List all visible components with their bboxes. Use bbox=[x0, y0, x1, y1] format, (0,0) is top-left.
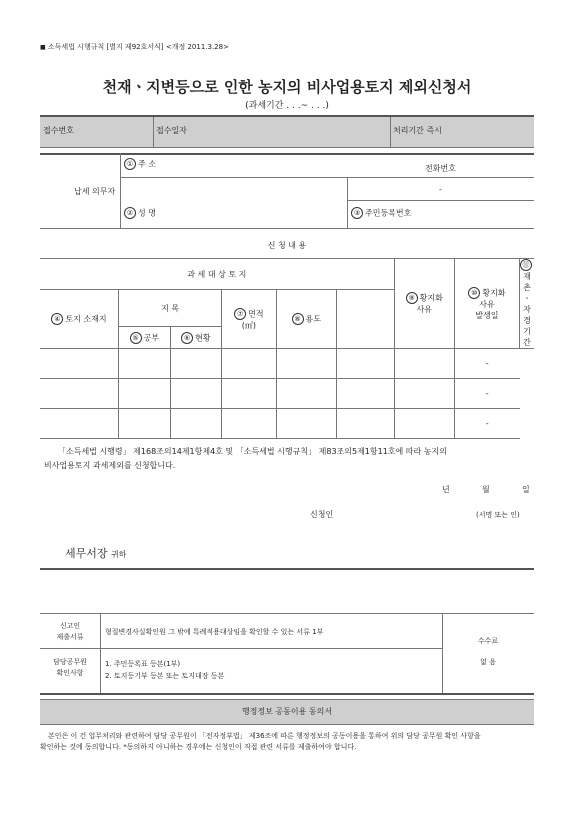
signature-label: (서명 또는 인) bbox=[476, 511, 520, 519]
table-row: - bbox=[40, 349, 534, 379]
phone-label: 전화번호 bbox=[425, 164, 456, 173]
public-record-header: ⑤ 공부 bbox=[119, 327, 171, 349]
table-row: - bbox=[40, 409, 534, 439]
receipt-date-label: 접수일자 bbox=[156, 126, 187, 135]
land-category-header: 지 목 bbox=[119, 290, 222, 327]
official-check-label: 담당공무원 확인사항 bbox=[53, 658, 87, 677]
taxpayer-section-label: 납세 의무자 bbox=[74, 187, 116, 196]
land-table bbox=[40, 258, 534, 439]
recipient: 세무서장 귀하 bbox=[65, 547, 127, 560]
land-location-header: ④ 토지 소재지 bbox=[40, 290, 119, 349]
official-document-1: 1. 주민등록표 등본(1부) bbox=[105, 660, 181, 668]
consent-line-1: 본인은 이 건 업무처리와 관련하여 담당 공무원이 「전자정부법」 제36조에 따른 행정정보의 공동이용을 통하여 위의 담당 공무원 확인 사항을 bbox=[48, 732, 481, 740]
consent-title: 행정정보 공동이용 동의서 bbox=[40, 699, 534, 725]
actual-status-header: ⑥ 현황 bbox=[170, 327, 222, 349]
processing-period-label: 처리기간 즉시 bbox=[393, 126, 442, 135]
official-document-2: 2. 토지등기부 등본 또는 토지대장 등본 bbox=[105, 672, 225, 680]
phone-value: - bbox=[439, 185, 442, 194]
fee-value: 없 음 bbox=[480, 658, 496, 666]
fallow-reason-header: ⑨ 황지화 사유 bbox=[394, 259, 454, 349]
form-reference-note: ■ 소득세법 시행규칙 [별지 제92호서식] <개정 2011.3.28> bbox=[40, 43, 229, 51]
date-day: 일 bbox=[522, 485, 530, 494]
date-year: 년 bbox=[442, 485, 450, 494]
consent-line-2: 확인하는 것에 동의합니다. *동의하지 아니하는 경우에는 신청인이 직접 관련 서류를 제출하여야 합니다. bbox=[40, 743, 357, 751]
applicant-documents-label: 신고인 제출서류 bbox=[56, 622, 84, 641]
address-field-label: ① 주 소 bbox=[124, 158, 156, 170]
fee-label: 수수료 bbox=[477, 637, 499, 645]
declaration-line-2: 비사업용토지 과세제외를 신청합니다. bbox=[44, 461, 176, 470]
taxable-land-header: 과 세 대 상 토 지 bbox=[40, 259, 394, 290]
tax-period: (과세기간 . . .~ . . .) bbox=[245, 101, 329, 111]
application-content-header: 신 청 내 용 bbox=[267, 241, 307, 250]
usage-header: ⑧ 용도 bbox=[276, 290, 336, 349]
resident-number-label: ③ 주민등록번호 bbox=[351, 207, 411, 219]
farming-period-header: ⑪재촌ㆍ 자경기간 bbox=[520, 259, 535, 349]
table-row: - bbox=[40, 379, 534, 409]
applicant-label: 신청인 bbox=[310, 510, 334, 519]
date-month: 월 bbox=[482, 485, 490, 494]
name-field-label: ② 성 명 bbox=[124, 207, 156, 219]
declaration-line-1: 「소득세법 시행령」 제168조의14제1항제4호 및 「소득세법 시행규칙」 제83조의5제1항11호에 따라 농지의 bbox=[58, 447, 447, 456]
applicant-documents: 형질변경사실확인원 그 밖에 특례적용대상임을 확인할 수 있는 서류 1부 bbox=[105, 628, 324, 636]
fallow-date-header: ⑩ 황지화 사유 발생일 bbox=[454, 259, 519, 349]
receipt-bar bbox=[40, 115, 534, 148]
receipt-number-label: 접수번호 bbox=[43, 126, 74, 135]
area-header: ⑦ 면적 (㎡) bbox=[222, 290, 276, 349]
page-title: 천재ㆍ지변등으로 인한 농지의 비사업용토지 제외신청서 bbox=[102, 78, 472, 96]
